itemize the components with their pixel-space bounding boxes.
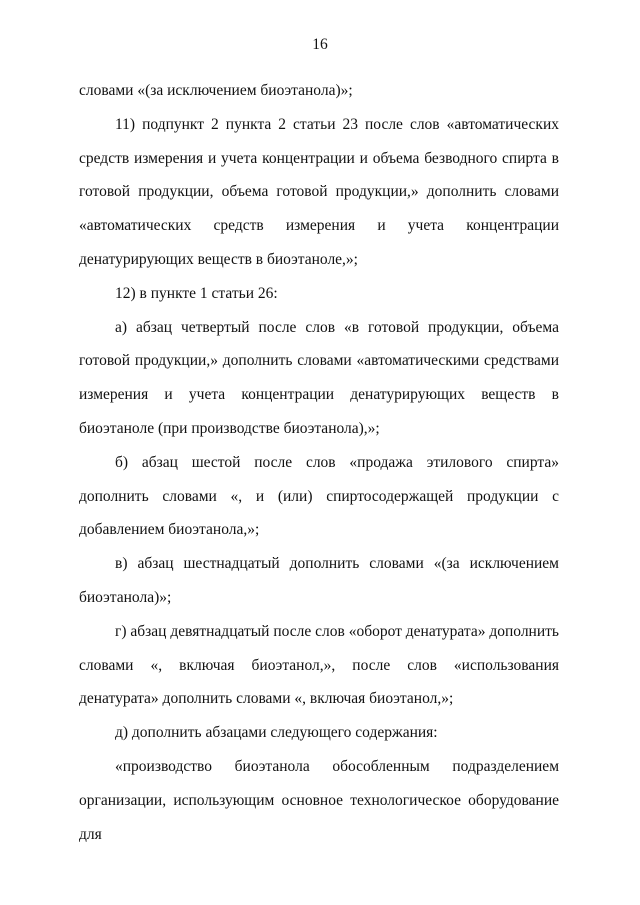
paragraph-subitem-a: а) абзац четвертый после слов «в готовой продукции, объема готовой продукции,» дополнить словами «автоматическими средствами измерения и учета концентрации денатурирующих веществ в биоэтаноле (при производстве биоэтанола),»;: [79, 318, 559, 437]
paragraph-subitem-b: б) абзац шестой после слов «продажа этилового спирта» дополнить словами «, и (или) спиртосодержащей продукции с добавлением биоэтанола,»;: [79, 453, 559, 539]
document-body: [79, 74, 559, 851]
page-number: 16: [312, 36, 328, 53]
paragraph-continuation: словами «(за исключением биоэтанола)»;: [79, 82, 353, 99]
paragraph-subitem-g: г) абзац девятнадцатый после слов «оборот денатурата» дополнить словами «, включая биоэтанол,», после слов «использования денатурата» дополнить словами «, включая биоэтанол,»;: [79, 622, 559, 708]
paragraph-quoted-start: «производство биоэтанола обособленным подразделением организации, использующим основное технологическое оборудование для: [79, 757, 559, 843]
paragraph-subitem-d: д) дополнить абзацами следующего содержания:: [115, 724, 438, 742]
paragraph-item-12: 12) в пункте 1 статьи 26:: [115, 284, 278, 302]
paragraph-item-11: 11) подпункт 2 пункта 2 статьи 23 после слов «автоматических средств измерения и учета концентрации и объема безводного спирта в готовой продукции, объема готовой продукции,» дополнить словами «автоматических средств измерения и учета концентрации денатурирующих веществ в биоэтаноле,»;: [79, 115, 559, 268]
paragraph-subitem-v: в) абзац шестнадцатый дополнить словами «(за исключением биоэтанола)»;: [79, 555, 559, 606]
